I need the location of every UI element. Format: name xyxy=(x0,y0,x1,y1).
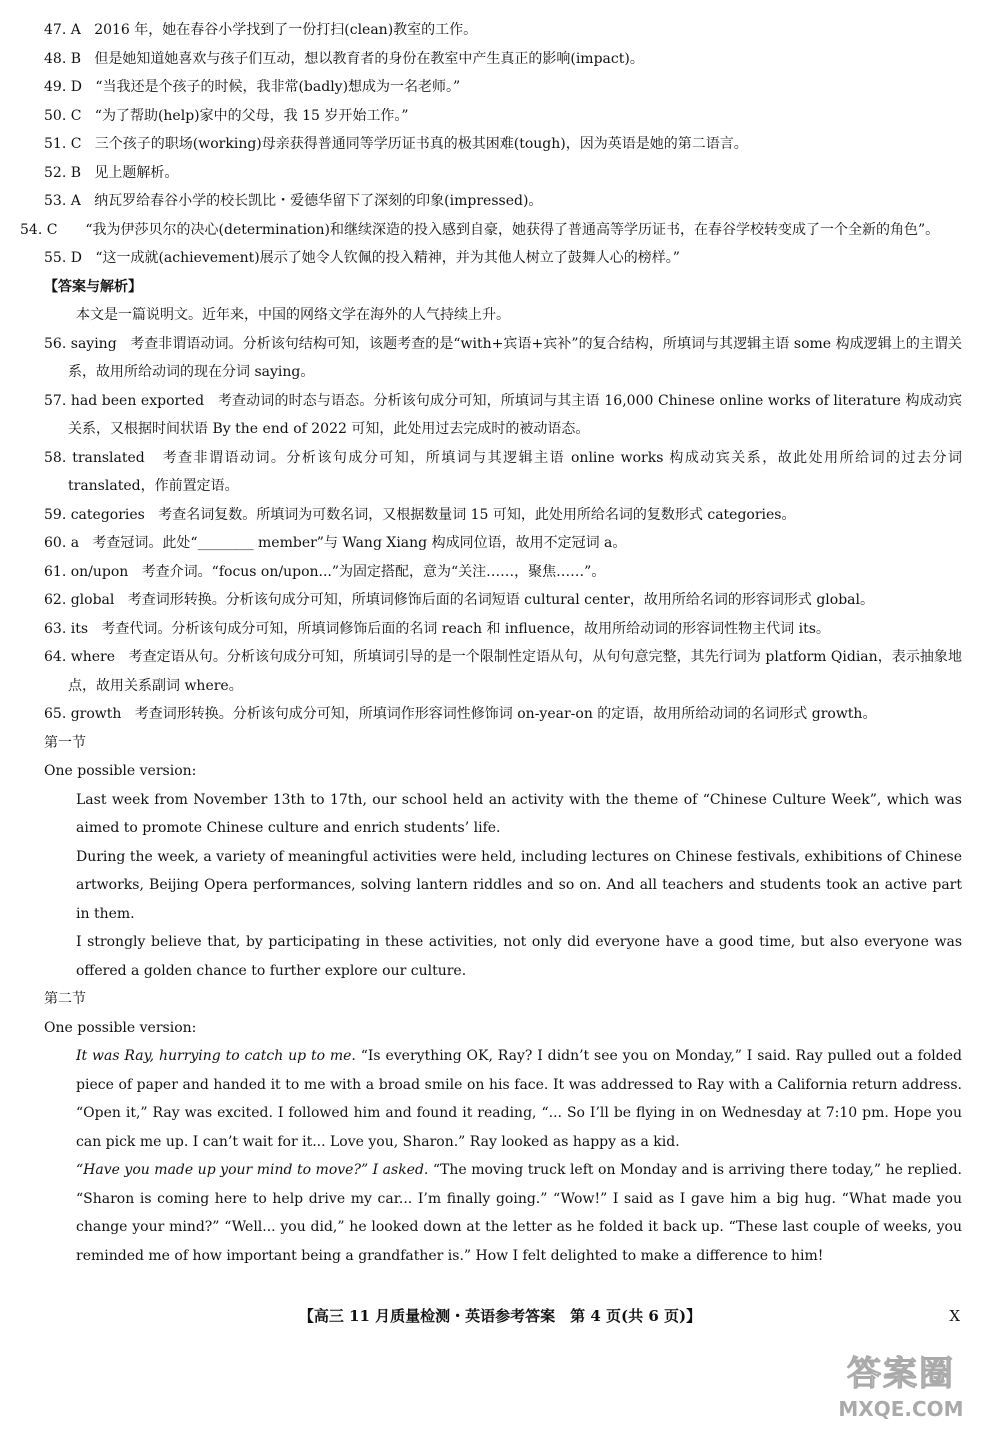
part1-paragraph-3: I strongly believe that, by participating in these activities, not only did everyone have a good time, but also everyone was offered a golden chance to further explore our culture. xyxy=(76,934,962,979)
answer-61 xyxy=(44,558,962,587)
answer-64 xyxy=(44,643,962,700)
answer-number: 51. C xyxy=(44,136,82,152)
part2-p2-lead: “Have you made up your mind to move?” I asked. xyxy=(76,1162,429,1178)
part1-heading: 第一节 xyxy=(44,734,86,751)
answer-text: “为了帮助(help)家中的父母，我 15 岁开始工作。” xyxy=(94,107,409,124)
answer-text: 见上题解析。 xyxy=(94,164,179,181)
answer-number: 63. its xyxy=(44,620,89,637)
answer-number: 58. translated xyxy=(44,449,145,466)
watermark-url: MXQE.COM xyxy=(838,1397,964,1421)
answer-55 xyxy=(44,244,962,273)
answer-number: 49. D xyxy=(44,79,82,95)
answer-number: 62. global xyxy=(44,592,115,608)
answer-53 xyxy=(44,187,962,216)
answer-page xyxy=(20,16,962,1270)
answer-number: 57. had been exported xyxy=(44,392,205,409)
answer-text: 纳瓦罗给春谷小学的校长凯比・爱德华留下了深刻的印象(impressed)。 xyxy=(94,193,543,209)
part2-p1-lead: It was Ray, hurrying to catch up to me. xyxy=(76,1048,356,1064)
answer-number: 47. A xyxy=(44,22,81,38)
answers-group-2 xyxy=(44,330,962,729)
answer-text: 三个孩子的职场(working)母亲获得普通同等学历证书真的极其困难(tough)，因为英语是她的第二语言。 xyxy=(94,136,748,152)
answer-text: 考查词形转换。分析该句成分可知，所填词作形容词性修饰词 on-year-on 的定语，故用所给动词的名词形式 growth。 xyxy=(134,706,877,722)
answer-57 xyxy=(44,387,962,444)
part1-label: One possible version: xyxy=(44,763,197,779)
answer-number: 48. B xyxy=(44,50,82,67)
answer-text: “这一成就(achievement)展示了她令人钦佩的投入精神，并为其他人树立了鼓舞人心的榜样。” xyxy=(95,250,680,266)
answer-number: 56. saying xyxy=(44,335,117,352)
watermark-title: 答案圈 xyxy=(847,1354,955,1394)
passage-intro: 本文是一篇说明文。近年来，中国的网络文学在海外的人气持续上升。 xyxy=(76,307,510,323)
answer-47 xyxy=(44,16,962,45)
part2-paragraph-2 xyxy=(44,1156,962,1270)
part2-heading: 第二节 xyxy=(44,991,86,1007)
part2-p1-rest: “Is everything OK, Ray? I didn’t see you on Monday,” I said. Ray pulled out a folded piece of paper and handed it to me with a broad smile on his face. It was addressed to Ray with a California return address. “Open it,” Ray was excited. I followed him and found it reading, “... So I’ll be flying in on Wednesday at 7:10 pm. Hope you can pick me up. I can’t wait for it... Love you, Sharon.” Ray looked as happy as a kid. xyxy=(76,1048,962,1150)
answer-58 xyxy=(44,444,962,501)
answer-51 xyxy=(44,130,962,159)
answer-50 xyxy=(44,102,962,131)
answer-number: 61. on/upon xyxy=(44,563,129,580)
answer-text: 考查非谓语动词。分析该句结构可知，该题考查的是“with+宾语+宾补”的复合结构，所填词与其逻辑主语 some 构成逻辑上的主谓关系，故用所给动词的现在分词 saying。 xyxy=(68,335,962,380)
part2-p2-rest: “The moving truck left on Monday and is arriving there today,” he replied. “Sharon is coming here to help drive my car... I’m finally going.” “Wow!” I said as I gave him a big hug. “What made you change your mind?” “Well... you did,” he looked down at the letter as he folded it back up. “These last couple of weeks, you reminded me of how important being a grandfather is.” How I felt delighted to make a difference to him! xyxy=(76,1162,962,1264)
section-heading: 【答案与解析】 xyxy=(44,278,142,295)
answer-text: 考查冠词。此处“________ member”与 Wang Xiang 构成同位语，故用不定冠词 a。 xyxy=(92,535,627,551)
answer-62 xyxy=(44,586,962,615)
writing-part-2 xyxy=(44,985,962,1270)
answer-56 xyxy=(44,330,962,387)
footer-mark: X xyxy=(949,1307,960,1325)
answer-text: 考查定语从句。分析该句成分可知，所填词引导的是一个限制性定语从句，从句句意完整，其先行词为 platform Qidian，表示抽象地点，故用关系副词 where。 xyxy=(68,649,962,694)
answer-text: 考查代词。分析该句成分可知，所填词修饰后面的名词 reach 和 influence，故用所给动词的形容词性物主代词 its。 xyxy=(101,620,830,637)
answer-number: 50. C xyxy=(44,107,82,124)
answer-text: “我为伊莎贝尔的决心(determination)和继续深造的投入感到自豪，她获得了普通高等学历证书，在春谷学校转变成了一个全新的角色”。 xyxy=(85,221,940,238)
answer-number: 55. D xyxy=(44,250,82,266)
answer-text: “当我还是个孩子的时候，我非常(badly)想成为一名老师。” xyxy=(95,79,461,95)
answer-text: 考查非谓语动词。分析该句成分可知，所填词与其逻辑主语 online works 构成动宾关系，故此处用所给词的过去分词 translated，作前置定语。 xyxy=(68,449,962,494)
part1-paragraph-1: Last week from November 13th to 17th, our school held an activity with the theme of “Chinese Culture Week”, which was aimed to promote Chinese culture and enrich students’ life. xyxy=(76,791,962,836)
answer-number: 65. growth xyxy=(44,706,122,722)
watermark-logo xyxy=(826,1352,976,1430)
answer-54 xyxy=(20,216,962,245)
part2-paragraph-1 xyxy=(44,1042,962,1156)
answer-number: 54. C xyxy=(20,221,58,238)
answer-text: 考查词形转换。分析该句成分可知，所填词修饰后面的名词短语 cultural center，故用所给名词的形容词形式 global。 xyxy=(127,592,874,608)
answer-number: 60. a xyxy=(44,535,80,551)
answer-text: 考查名词复数。所填词为可数名词，又根据数量词 15 可知，此处用所给名词的复数形式 categories。 xyxy=(158,506,796,523)
answer-text: 2016 年，她在春谷小学找到了一份打扫(clean)教室的工作。 xyxy=(94,22,478,38)
answer-number: 52. B xyxy=(44,164,82,181)
part2-label: One possible version: xyxy=(44,1019,197,1036)
answer-text: 考查动词的时态与语态。分析该句成分可知，所填词与其主语 16,000 Chinese online works of literature 构成动宾关系，又根据时间状语 By the end of 2022 可知，此处用过去完成时的被动语态。 xyxy=(68,392,962,437)
answer-48 xyxy=(44,45,962,74)
answers-group-1 xyxy=(20,16,962,273)
answer-text: 考查介词。“focus on/upon...”为固定搭配，意为“关注……，聚焦……”。 xyxy=(141,563,606,580)
part1-paragraph-2: During the week, a variety of meaningful activities were held, including lectures on Chinese festivals, exhibitions of Chinese artworks, Beijing Opera performances, solving lantern riddles and so on. And all teachers and students took an active part in them. xyxy=(76,848,962,922)
page-footer: 【高三 11 月质量检测・英语参考答案 第 4 页(共 6 页)】 xyxy=(298,1307,702,1325)
answer-63 xyxy=(44,615,962,644)
answer-number: 53. A xyxy=(44,193,81,209)
answer-number: 59. categories xyxy=(44,506,145,523)
writing-part-1 xyxy=(44,729,962,986)
answer-49 xyxy=(44,73,962,102)
answer-text: 但是她知道她喜欢与孩子们互动，想以教育者的身份在教室中产生真正的影响(impact)。 xyxy=(94,50,644,67)
answer-52 xyxy=(44,159,962,188)
answer-60 xyxy=(44,529,962,558)
answer-number: 64. where xyxy=(44,649,116,665)
answer-59 xyxy=(44,501,962,530)
answer-65 xyxy=(44,700,962,729)
